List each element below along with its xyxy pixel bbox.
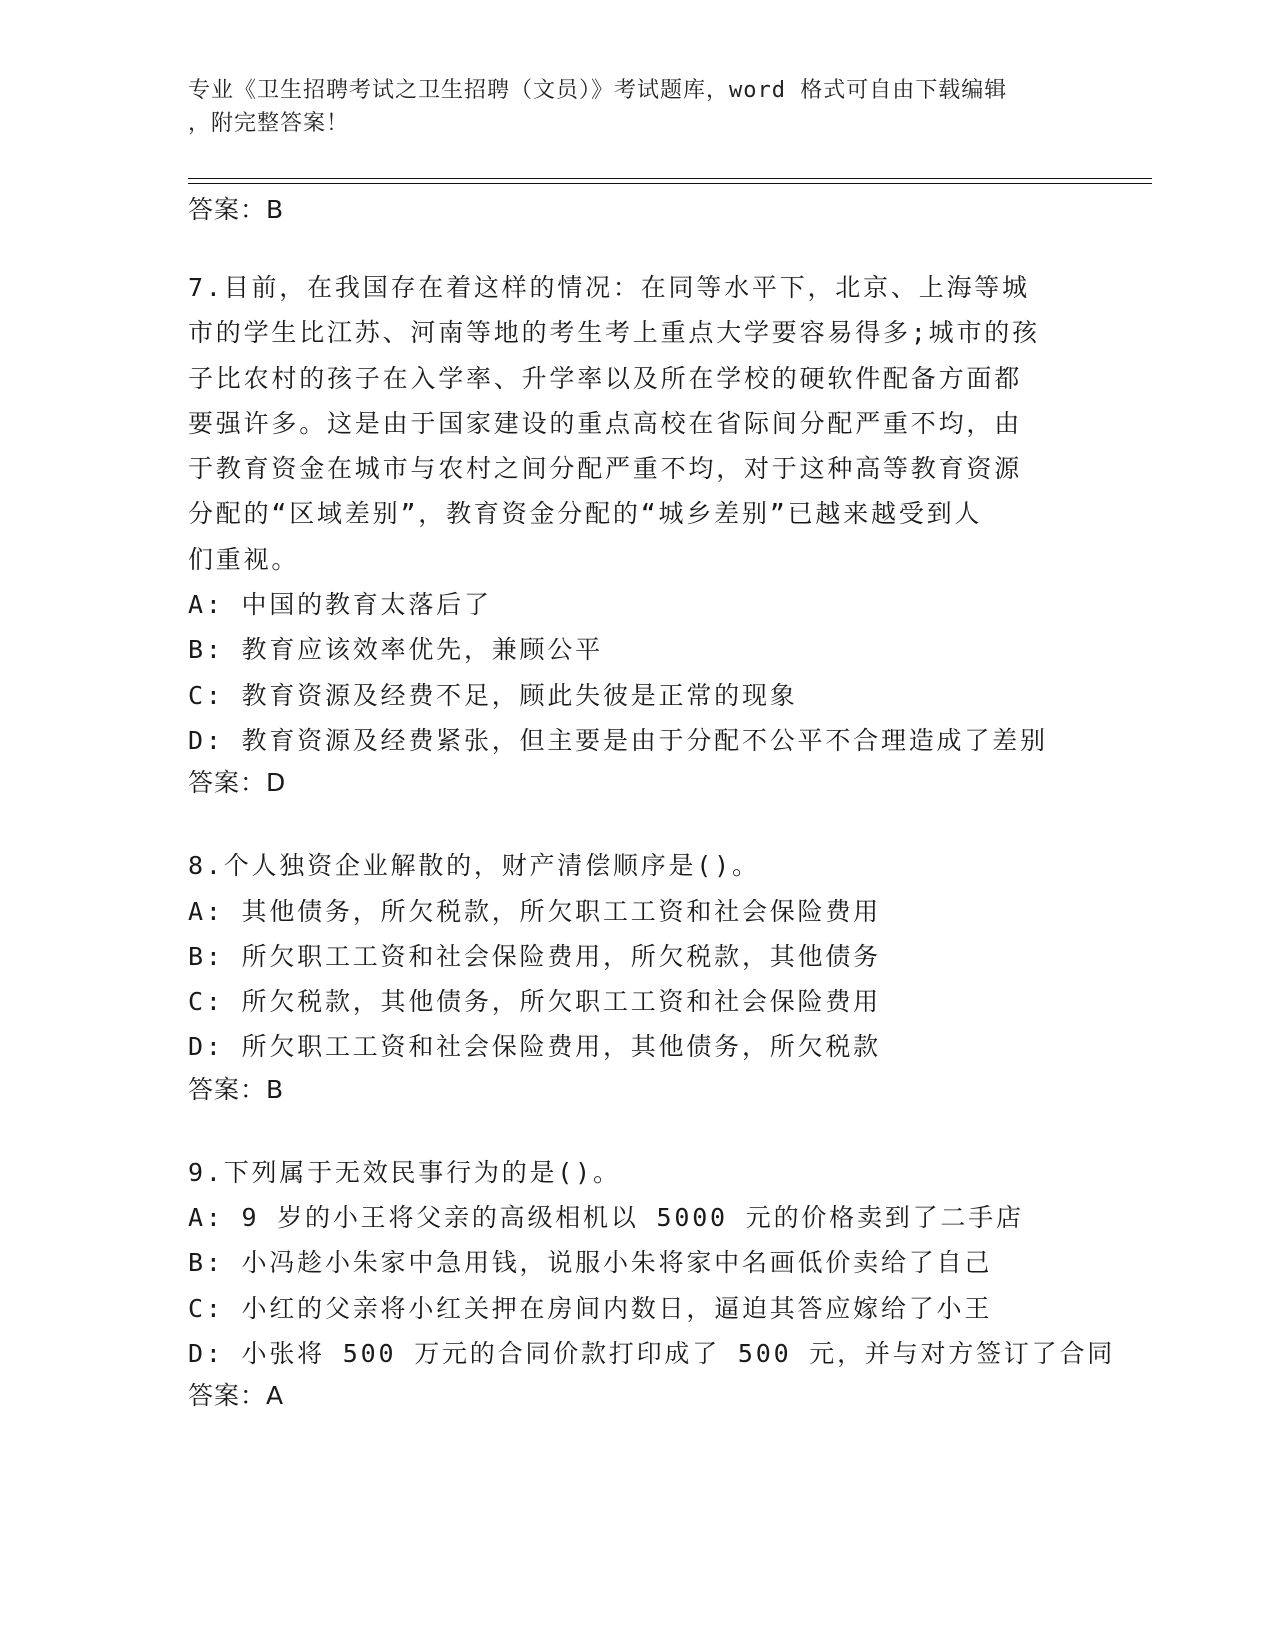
header-divider-top — [188, 178, 1152, 179]
answer-7: 答案：D — [188, 768, 287, 798]
question-text-line: 子比农村的孩子在入学率、升学率以及所在学校的硬软件配备方面都 — [188, 363, 1023, 393]
question-8 — [188, 843, 1088, 1109]
option-c: C: 所欠税款，其他债务，所欠职工工资和社会保险费用 — [188, 987, 881, 1017]
answer-9: 答案：A — [188, 1381, 285, 1411]
option-a: A: 9 岁的小王将父亲的高级相机以 5000 元的价格卖到了二手店 — [188, 1203, 1024, 1233]
question-text-line: 7.目前，在我国存在着这样的情况：在同等水平下，北京、上海等城 — [188, 273, 1030, 302]
question-text-line: 要强许多。这是由于国家建设的重点高校在省际间分配严重不均，由 — [188, 408, 1023, 438]
header-line-1: 专业《卫生招聘考试之卫生招聘（文员）》考试题库，word 格式可自由下载编辑 — [188, 78, 1008, 103]
question-text-line: 于教育资金在城市与农村之间分配严重不均，对于这种高等教育资源 — [188, 454, 1023, 484]
option-c: C: 小红的父亲将小红关押在房间内数日，逼迫其答应嫁给了小王 — [188, 1293, 993, 1323]
option-b: B: 小冯趁小朱家中急用钱，说服小朱将家中名画低价卖给了自己 — [188, 1248, 993, 1278]
document-body — [188, 190, 1116, 1416]
header-divider-bottom — [188, 183, 1152, 184]
header-line-2: ，附完整答案！ — [188, 111, 350, 136]
option-d: D: 教育资源及经费紧张，但主要是由于分配不公平不合理造成了差别 — [188, 725, 1048, 755]
option-b: B: 教育应该效率优先，兼顾公平 — [188, 635, 603, 665]
answer-previous: 答案：B — [188, 195, 285, 224]
question-7 — [188, 265, 1088, 803]
question-text-line: 8.个人独资企业解散的，财产清偿顺序是()。 — [188, 851, 760, 881]
document-header — [188, 74, 1088, 140]
option-d: D: 小张将 500 万元的合同价款打印成了 500 元，并与对方签订了合同 — [188, 1338, 1116, 1368]
question-9 — [188, 1150, 1116, 1416]
option-a: A: 其他债务，所欠税款，所欠职工工资和社会保险费用 — [188, 896, 881, 926]
option-b: B: 所欠职工工资和社会保险费用，所欠税款，其他债务 — [188, 941, 881, 971]
answer-8: 答案：B — [188, 1074, 285, 1104]
question-text-line: 们重视。 — [188, 544, 300, 574]
option-a: A: 中国的教育太落后了 — [188, 590, 492, 620]
question-text-line: 分配的“区域差别”，教育资金分配的“城乡差别”已越来越受到人 — [188, 499, 983, 529]
question-text-line: 9.下列属于无效民事行为的是()。 — [188, 1157, 621, 1187]
question-text-line: 市的学生比江苏、河南等地的考生考上重点大学要容易得多;城市的孩 — [188, 318, 1040, 348]
option-c: C: 教育资源及经费不足，顾此失彼是正常的现象 — [188, 680, 798, 710]
option-d: D: 所欠职工工资和社会保险费用，其他债务，所欠税款 — [188, 1032, 881, 1062]
